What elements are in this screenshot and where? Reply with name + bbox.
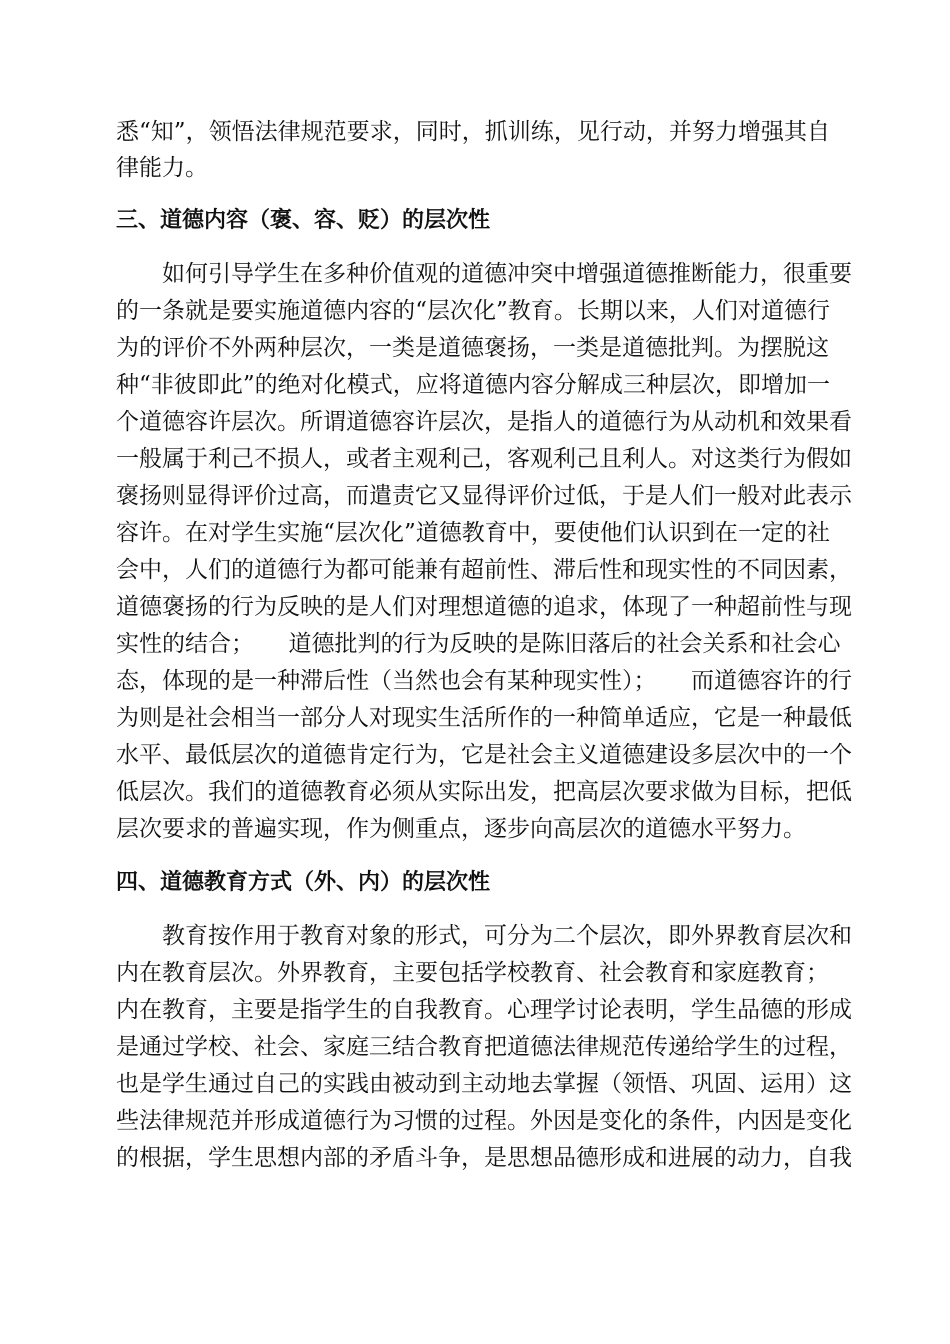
paragraph-line: 是通过学校、社会、家庭三结合教育把道德法律规范传递给学生的过程， [116,1034,852,1060]
paragraph-line: 内在教育，主要是指学生的自我教育。心理学讨论表明，学生品德的形成 [116,997,852,1023]
paragraph-line: 的一条就是要实施道德内容的“层次化”教育。长期以来，人们对道德行 [116,298,830,324]
paragraph-line: 也是学生通过自己的实践由被动到主动地去掌握（领悟、巩固、运用）这 [116,1071,852,1097]
paragraph-line: 的根据，学生思想内部的矛盾斗争，是思想品德形成和进展的动力，自我 [116,1145,852,1171]
section-heading-4: 四、道德教育方式（外、内）的层次性 [116,870,491,895]
paragraph-line: 会中，人们的道德行为都可能兼有超前性、滞后性和现实性的不同因素， [116,557,852,583]
paragraph-line: 些法律规范并形成道德行为习惯的过程。外因是变化的条件，内因是变化 [116,1108,852,1134]
paragraph-line: 为则是社会相当一部分人对现实生活所作的一种简单适应，它是一种最低 [116,705,852,731]
paragraph-line: 容许。在对学生实施“层次化”道德教育中，要使他们认识到在一定的社 [116,520,830,546]
paragraph-line: 个道德容许层次。所谓道德容许层次，是指人的道德行为从动机和效果看 [116,409,852,435]
paragraph-line: 实性的结合； 道德批判的行为反映的是陈旧落后的社会关系和社会心 [116,631,841,657]
paragraph-line: 一般属于利己不损人，或者主观利己，客观利己且利人。对这类行为假如 [116,446,852,472]
paragraph-line: 态，体现的是一种滞后性（当然也会有某种现实性）； 而道德容许的行 [116,668,852,694]
paragraph-line: 内在教育层次。外界教育，主要包括学校教育、社会教育和家庭教育； [116,960,829,986]
paragraph-line: 水平、最低层次的道德肯定行为，它是社会主义道德建设多层次中的一个 [116,742,852,768]
paragraph-line: 低层次。我们的道德教育必须从实际出发，把高层次要求做为目标，把低 [116,779,852,805]
paragraph-line: 种“非彼即此”的绝对化模式，应将道德内容分解成三种层次，即增加一 [116,372,830,398]
paragraph-line: 为的评价不外两种层次，一类是道德褒扬，一类是道德批判。为摆脱这 [116,335,829,361]
section-heading-3: 三、道德内容（褒、容、贬）的层次性 [116,208,491,233]
paragraph-line: 教育按作用于教育对象的形式，可分为二个层次，即外界教育层次和 [162,923,852,949]
paragraph-line: 悉“知”，领悟法律规范要求，同时，抓训练，见行动，并努力增强其自 [116,119,830,145]
paragraph-line: 道德褒扬的行为反映的是人们对理想道德的追求，体现了一种超前性与现 [116,594,852,620]
paragraph-line: 褒扬则显得评价过高，而遣责它又显得评价过低，于是人们一般对此表示 [116,483,852,509]
paragraph-line: 律能力。 [116,155,208,181]
paragraph-line: 如何引导学生在多种价值观的道德冲突中增强道德推断能力，很重要 [162,261,852,287]
paragraph-line: 层次要求的普遍实现，作为侧重点，逐步向高层次的道德水平努力。 [116,816,806,842]
